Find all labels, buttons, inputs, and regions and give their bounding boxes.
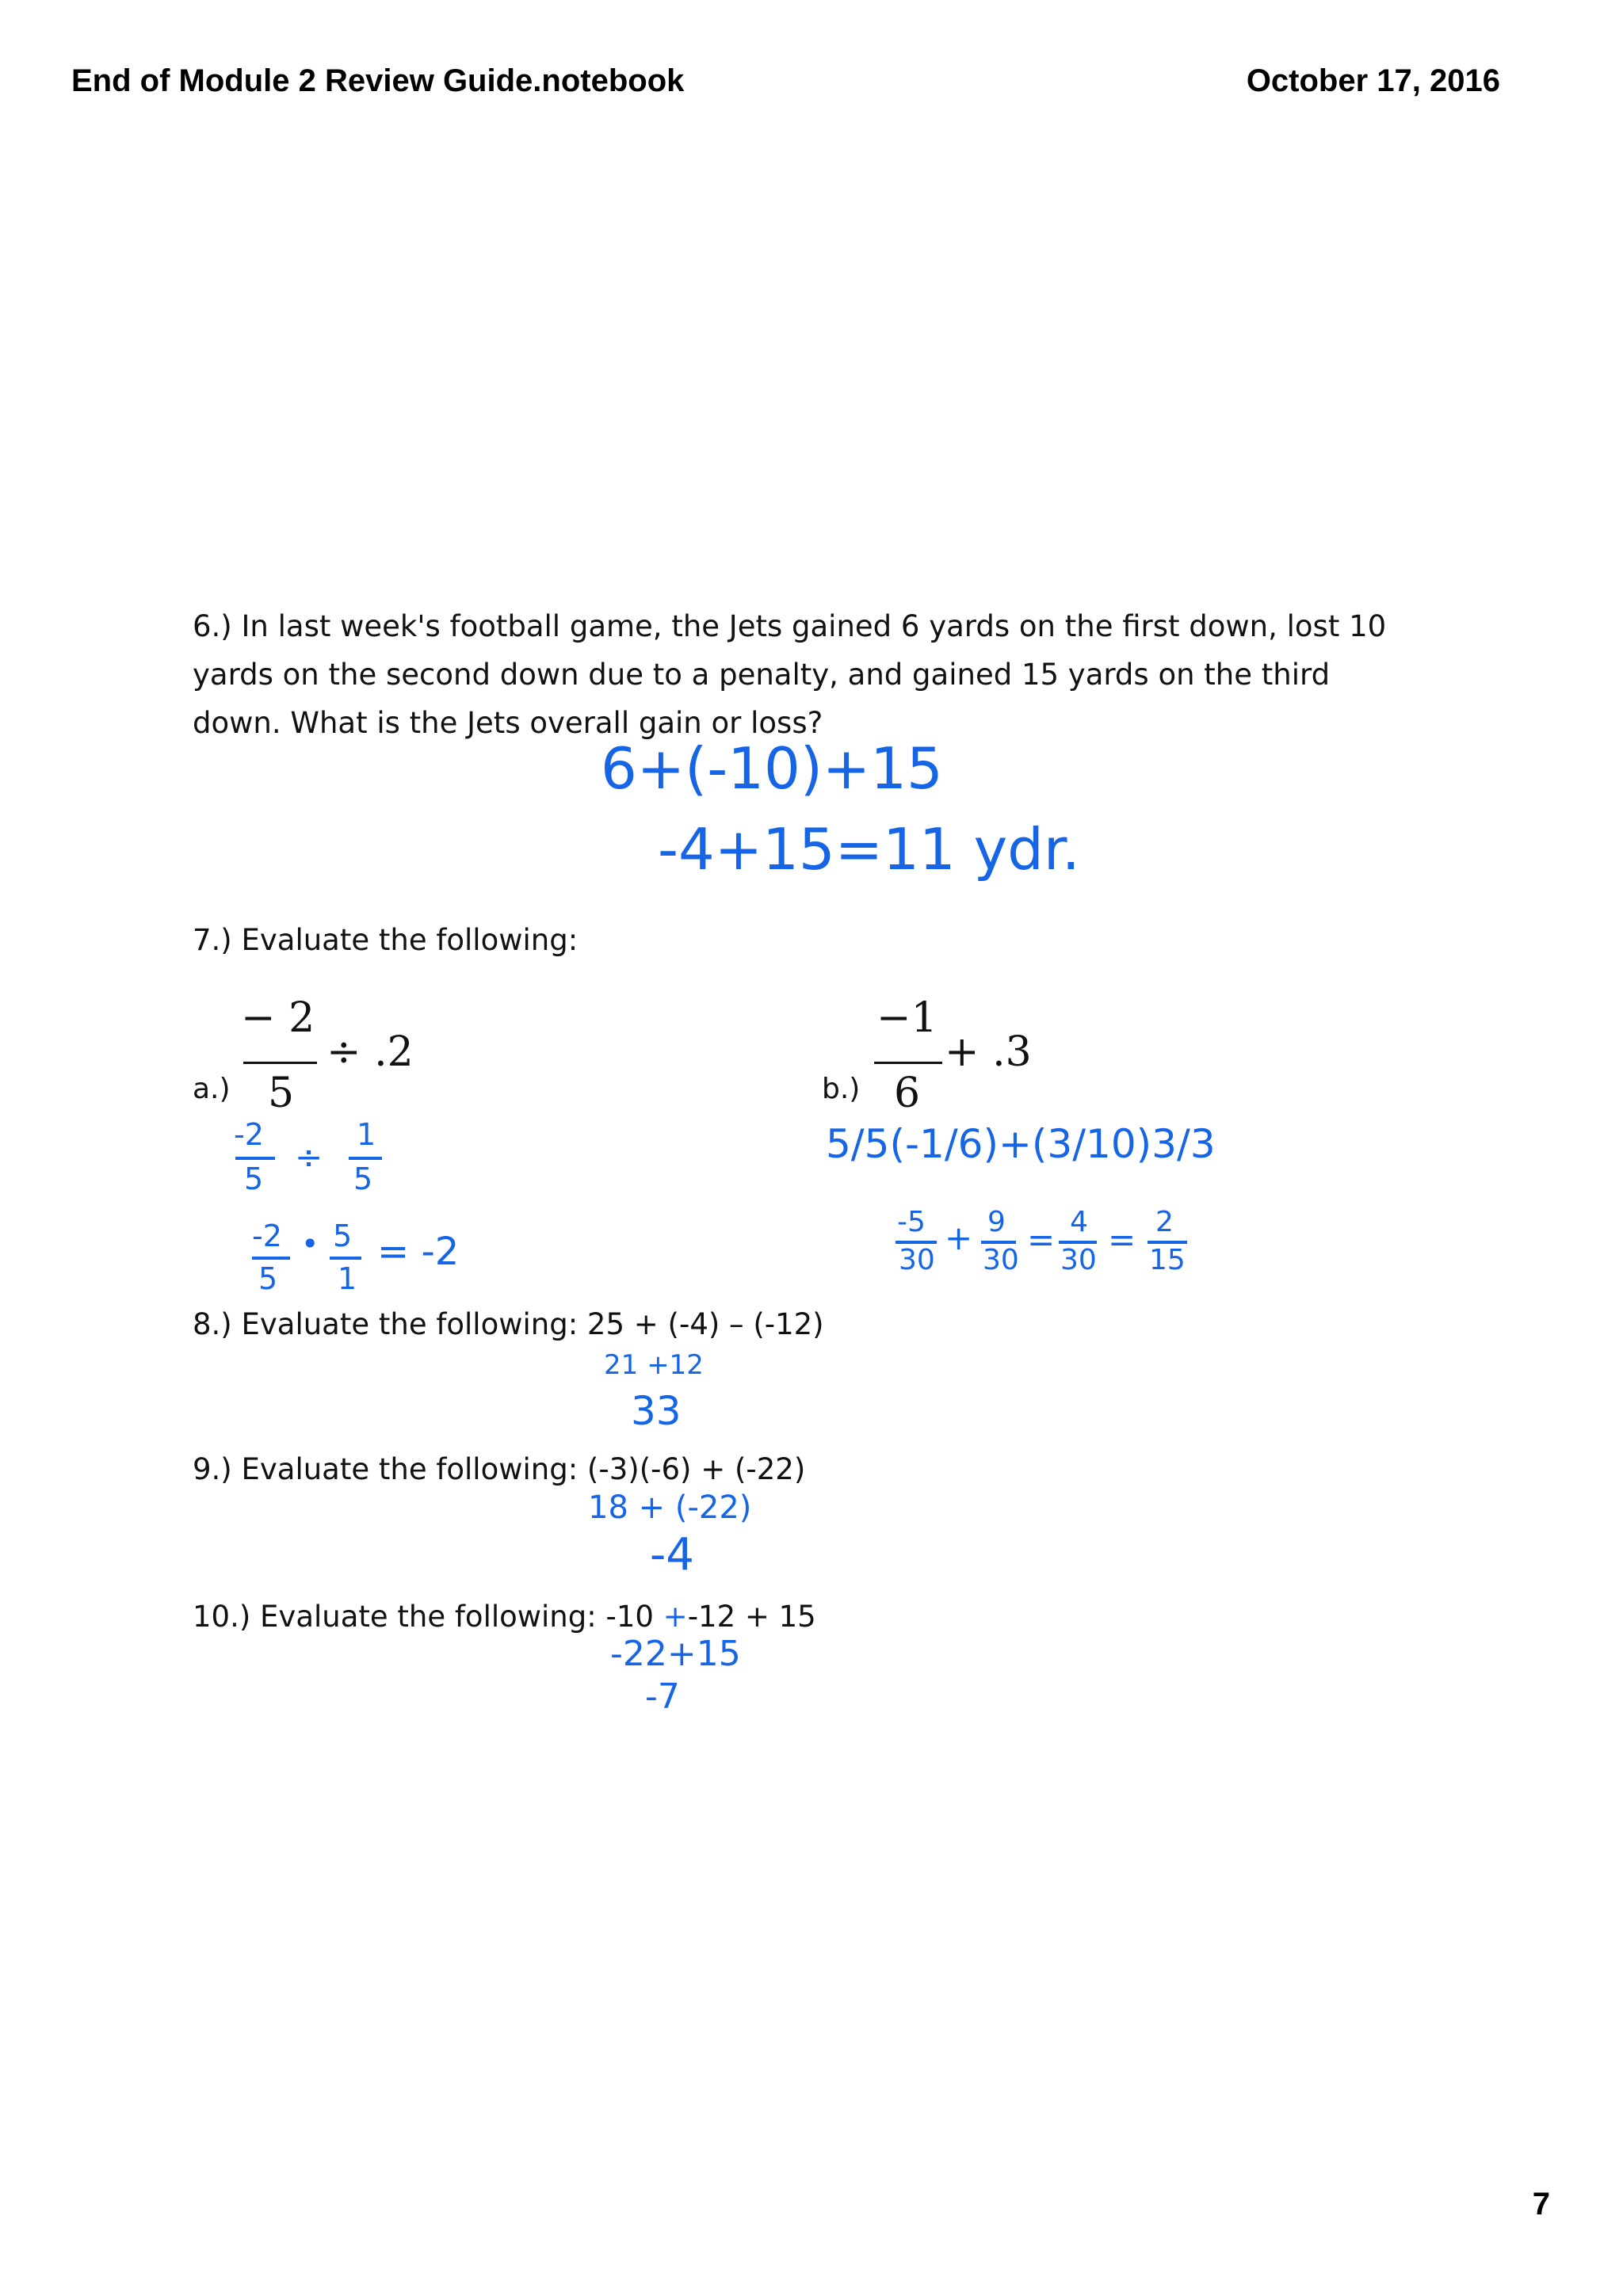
question-9-work-2: -4 [650,1529,694,1581]
part-b-work2-denominator-1: 30 [899,1244,935,1276]
part-a-work2-dot: • [301,1226,319,1261]
part-b-fraction-bar [874,1062,942,1064]
part-b-work2-denominator-2: 30 [983,1244,1019,1276]
question-6-work-line-1: 6+(-10)+15 [601,735,943,802]
part-a-work2-bar [252,1257,290,1260]
part-a-work2-denominator: 5 [258,1261,278,1296]
question-6-work-line-2: -4+15=11 ydr. [658,816,1080,883]
part-a-work1-denominator: 5 [244,1161,264,1196]
part-a-denominator: 5 [268,1070,295,1117]
part-b-numerator: −1 [876,994,938,1042]
page-number: 7 [1532,2187,1550,2222]
part-b-work2-plus: + [945,1219,973,1257]
question-10-handwritten-mark: + [663,1600,688,1634]
part-a-work2-bar-2 [330,1257,361,1260]
part-a-work1-bar [235,1157,275,1160]
part-b-work2-numerator-1: -5 [897,1206,926,1238]
part-a-fraction-bar [243,1062,317,1064]
part-b-work2-numerator-2: 9 [987,1206,1006,1238]
part-b-work2-numerator-4: 2 [1155,1206,1174,1238]
part-b-work2-denominator-4: 15 [1149,1244,1186,1276]
part-b-denominator: 6 [894,1070,921,1117]
part-a-work1-operator: ÷ [295,1138,323,1177]
question-10-work-2: -7 [645,1676,680,1717]
question-8-work-1: 21 +12 [604,1349,704,1381]
document-title: End of Module 2 Review Guide.notebook [71,63,685,98]
question-9-work-1: 18 + (-22) [588,1489,752,1526]
part-a-operation: ÷ .2 [327,1028,414,1076]
part-a-work1-numerator-2: 1 [357,1117,376,1152]
part-b-label: b.) [822,1073,861,1105]
part-b-work2-numerator-3: 4 [1070,1206,1088,1238]
question-6-text: 6.) In last week's football game, the Jets gained 6 yards on the first down, lost 10 yards on the second down due to a penalty, and gained 15 yards on the third down. What is the Jets overall gain or loss? [193,609,1387,740]
question-8-work-2: 33 [631,1388,682,1434]
part-a-work1-numerator: -2 [234,1117,264,1152]
question-7-text: 7.) Evaluate the following: [193,923,579,957]
part-b-work2-denominator-3: 30 [1060,1244,1097,1276]
part-a-work2-result: = -2 [377,1230,460,1274]
part-a-work2-denominator-2: 1 [338,1261,357,1296]
part-a-label: a.) [193,1073,231,1105]
part-b-work2-equals-2: = [1108,1220,1136,1259]
part-a-work1-denominator-2: 5 [353,1161,373,1196]
part-a-work1-bar-2 [349,1157,382,1160]
part-b-work1: 5/5(-1/6)+(3/10)3/3 [826,1121,1216,1167]
question-8-text: 8.) Evaluate the following: 25 + (-4) – (-12) [193,1307,824,1341]
question-10-text-before: 10.) Evaluate the following: -10 [193,1600,663,1634]
question-10-text-after: -12 + 15 [687,1600,816,1634]
part-a-work2-numerator: -2 [252,1219,282,1253]
part-a-numerator: − 2 [241,994,315,1042]
question-9-text: 9.) Evaluate the following: (-3)(-6) + (-22) [193,1452,806,1486]
question-10-work-1: -22+15 [610,1634,741,1674]
document-date: October 17, 2016 [1246,63,1500,98]
part-b-operation: + .3 [945,1028,1032,1076]
part-b-work2-equals-1: = [1027,1220,1056,1259]
part-a-work2-numerator-2: 5 [333,1219,353,1253]
